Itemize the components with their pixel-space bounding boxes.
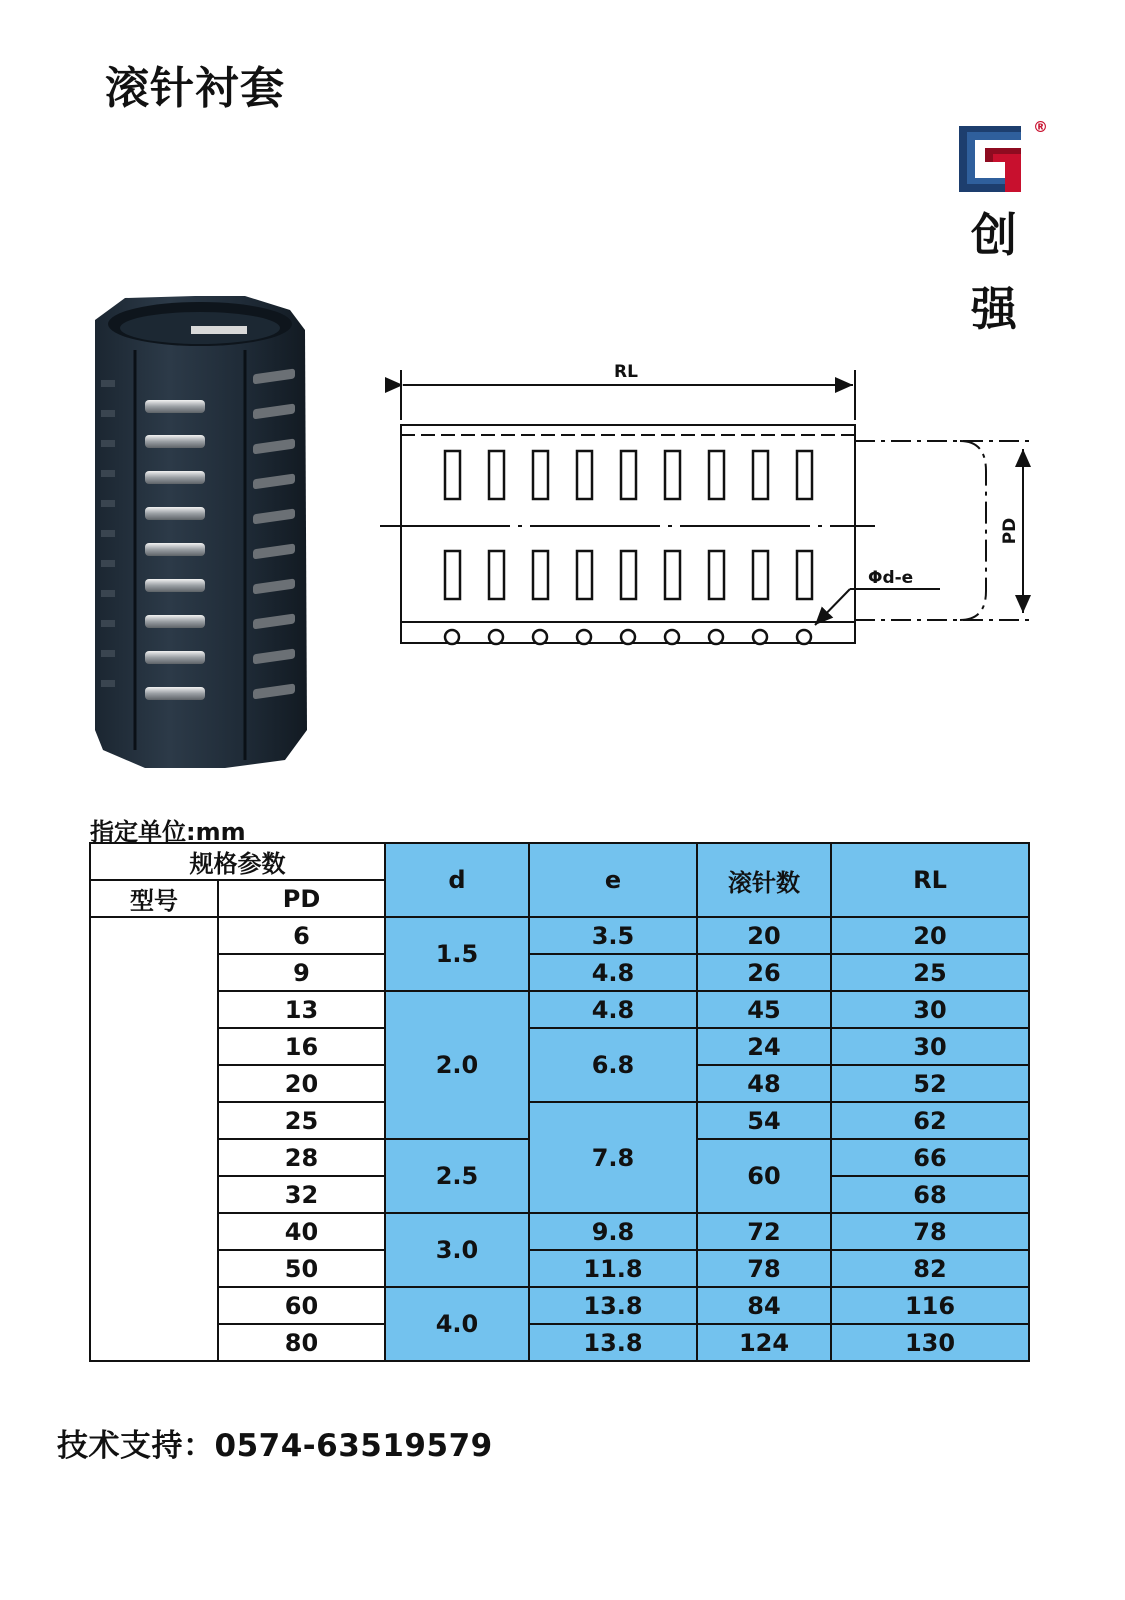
cell-count: 78 [697, 1250, 831, 1287]
cell-count: 84 [697, 1287, 831, 1324]
header-e: e [529, 843, 697, 917]
cell-count: 48 [697, 1065, 831, 1102]
cell-e: 4.8 [529, 954, 697, 991]
header-needle-count: 滚针数 [697, 843, 831, 917]
cell-count: 20 [697, 917, 831, 954]
cell-count: 24 [697, 1028, 831, 1065]
cell-rl: 30 [831, 1028, 1029, 1065]
cell-count: 72 [697, 1213, 831, 1250]
label-pd: PD [1000, 517, 1020, 545]
bushing-product-photo [85, 290, 320, 780]
cell-e: 13.8 [529, 1324, 697, 1361]
registered-mark: ® [1033, 118, 1048, 136]
cell-count: 54 [697, 1102, 831, 1139]
page-title: 滚针衬套 [105, 63, 285, 114]
cell-rl: 30 [831, 991, 1029, 1028]
cell-rl: 62 [831, 1102, 1029, 1139]
brand-logo [955, 118, 1055, 348]
tech-support-contact: 技术支持：0574-63519579 [57, 1428, 493, 1464]
logo-mark-icon [955, 122, 1027, 196]
spec-table-wrapper [89, 842, 1030, 1362]
label-diameter: Φd-e [868, 568, 914, 588]
unit-label: 指定单位:mm [90, 818, 246, 846]
cell-pd: 80 [218, 1324, 385, 1361]
cell-rl: 78 [831, 1213, 1029, 1250]
header-spec-params: 规格参数 [90, 843, 385, 880]
cell-rl: 25 [831, 954, 1029, 991]
cell-d: 2.0 [385, 991, 529, 1139]
cell-d: 4.0 [385, 1287, 529, 1361]
cell-pd: 13 [218, 991, 385, 1028]
cell-pd: 50 [218, 1250, 385, 1287]
model-cell [90, 917, 218, 1361]
brand-char-1: 创 [971, 208, 1017, 262]
cell-d: 2.5 [385, 1139, 529, 1213]
cell-d: 3.0 [385, 1213, 529, 1287]
cell-rl: 116 [831, 1287, 1029, 1324]
cell-rl: 82 [831, 1250, 1029, 1287]
cell-pd: 28 [218, 1139, 385, 1176]
cell-e: 9.8 [529, 1213, 697, 1250]
cell-e: 4.8 [529, 991, 697, 1028]
cell-d: 1.5 [385, 917, 529, 991]
brand-char-2: 强 [971, 282, 1017, 336]
cell-rl: 66 [831, 1139, 1029, 1176]
cell-pd: 40 [218, 1213, 385, 1250]
cell-pd: 32 [218, 1176, 385, 1213]
cell-count: 45 [697, 991, 831, 1028]
cell-e: 6.8 [529, 1028, 697, 1102]
header-d: d [385, 843, 529, 917]
cell-rl: 20 [831, 917, 1029, 954]
cell-count: 124 [697, 1324, 831, 1361]
cell-count: 26 [697, 954, 831, 991]
technical-drawing [370, 355, 1070, 655]
header-pd: PD [218, 880, 385, 917]
cell-pd: 60 [218, 1287, 385, 1324]
cell-pd: 6 [218, 917, 385, 954]
header-rl: RL [831, 843, 1029, 917]
cell-e: 11.8 [529, 1250, 697, 1287]
cell-e: 3.5 [529, 917, 697, 954]
cell-e: 7.8 [529, 1102, 697, 1213]
cell-pd: 20 [218, 1065, 385, 1102]
cell-rl: 68 [831, 1176, 1029, 1213]
cell-rl: 52 [831, 1065, 1029, 1102]
label-rl: RL [614, 362, 638, 382]
cell-pd: 9 [218, 954, 385, 991]
cell-count: 60 [697, 1139, 831, 1213]
cell-e: 13.8 [529, 1287, 697, 1324]
cell-pd: 25 [218, 1102, 385, 1139]
header-model: 型号 [90, 880, 218, 917]
spec-table [89, 842, 1030, 1362]
cell-pd: 16 [218, 1028, 385, 1065]
cell-rl: 130 [831, 1324, 1029, 1361]
